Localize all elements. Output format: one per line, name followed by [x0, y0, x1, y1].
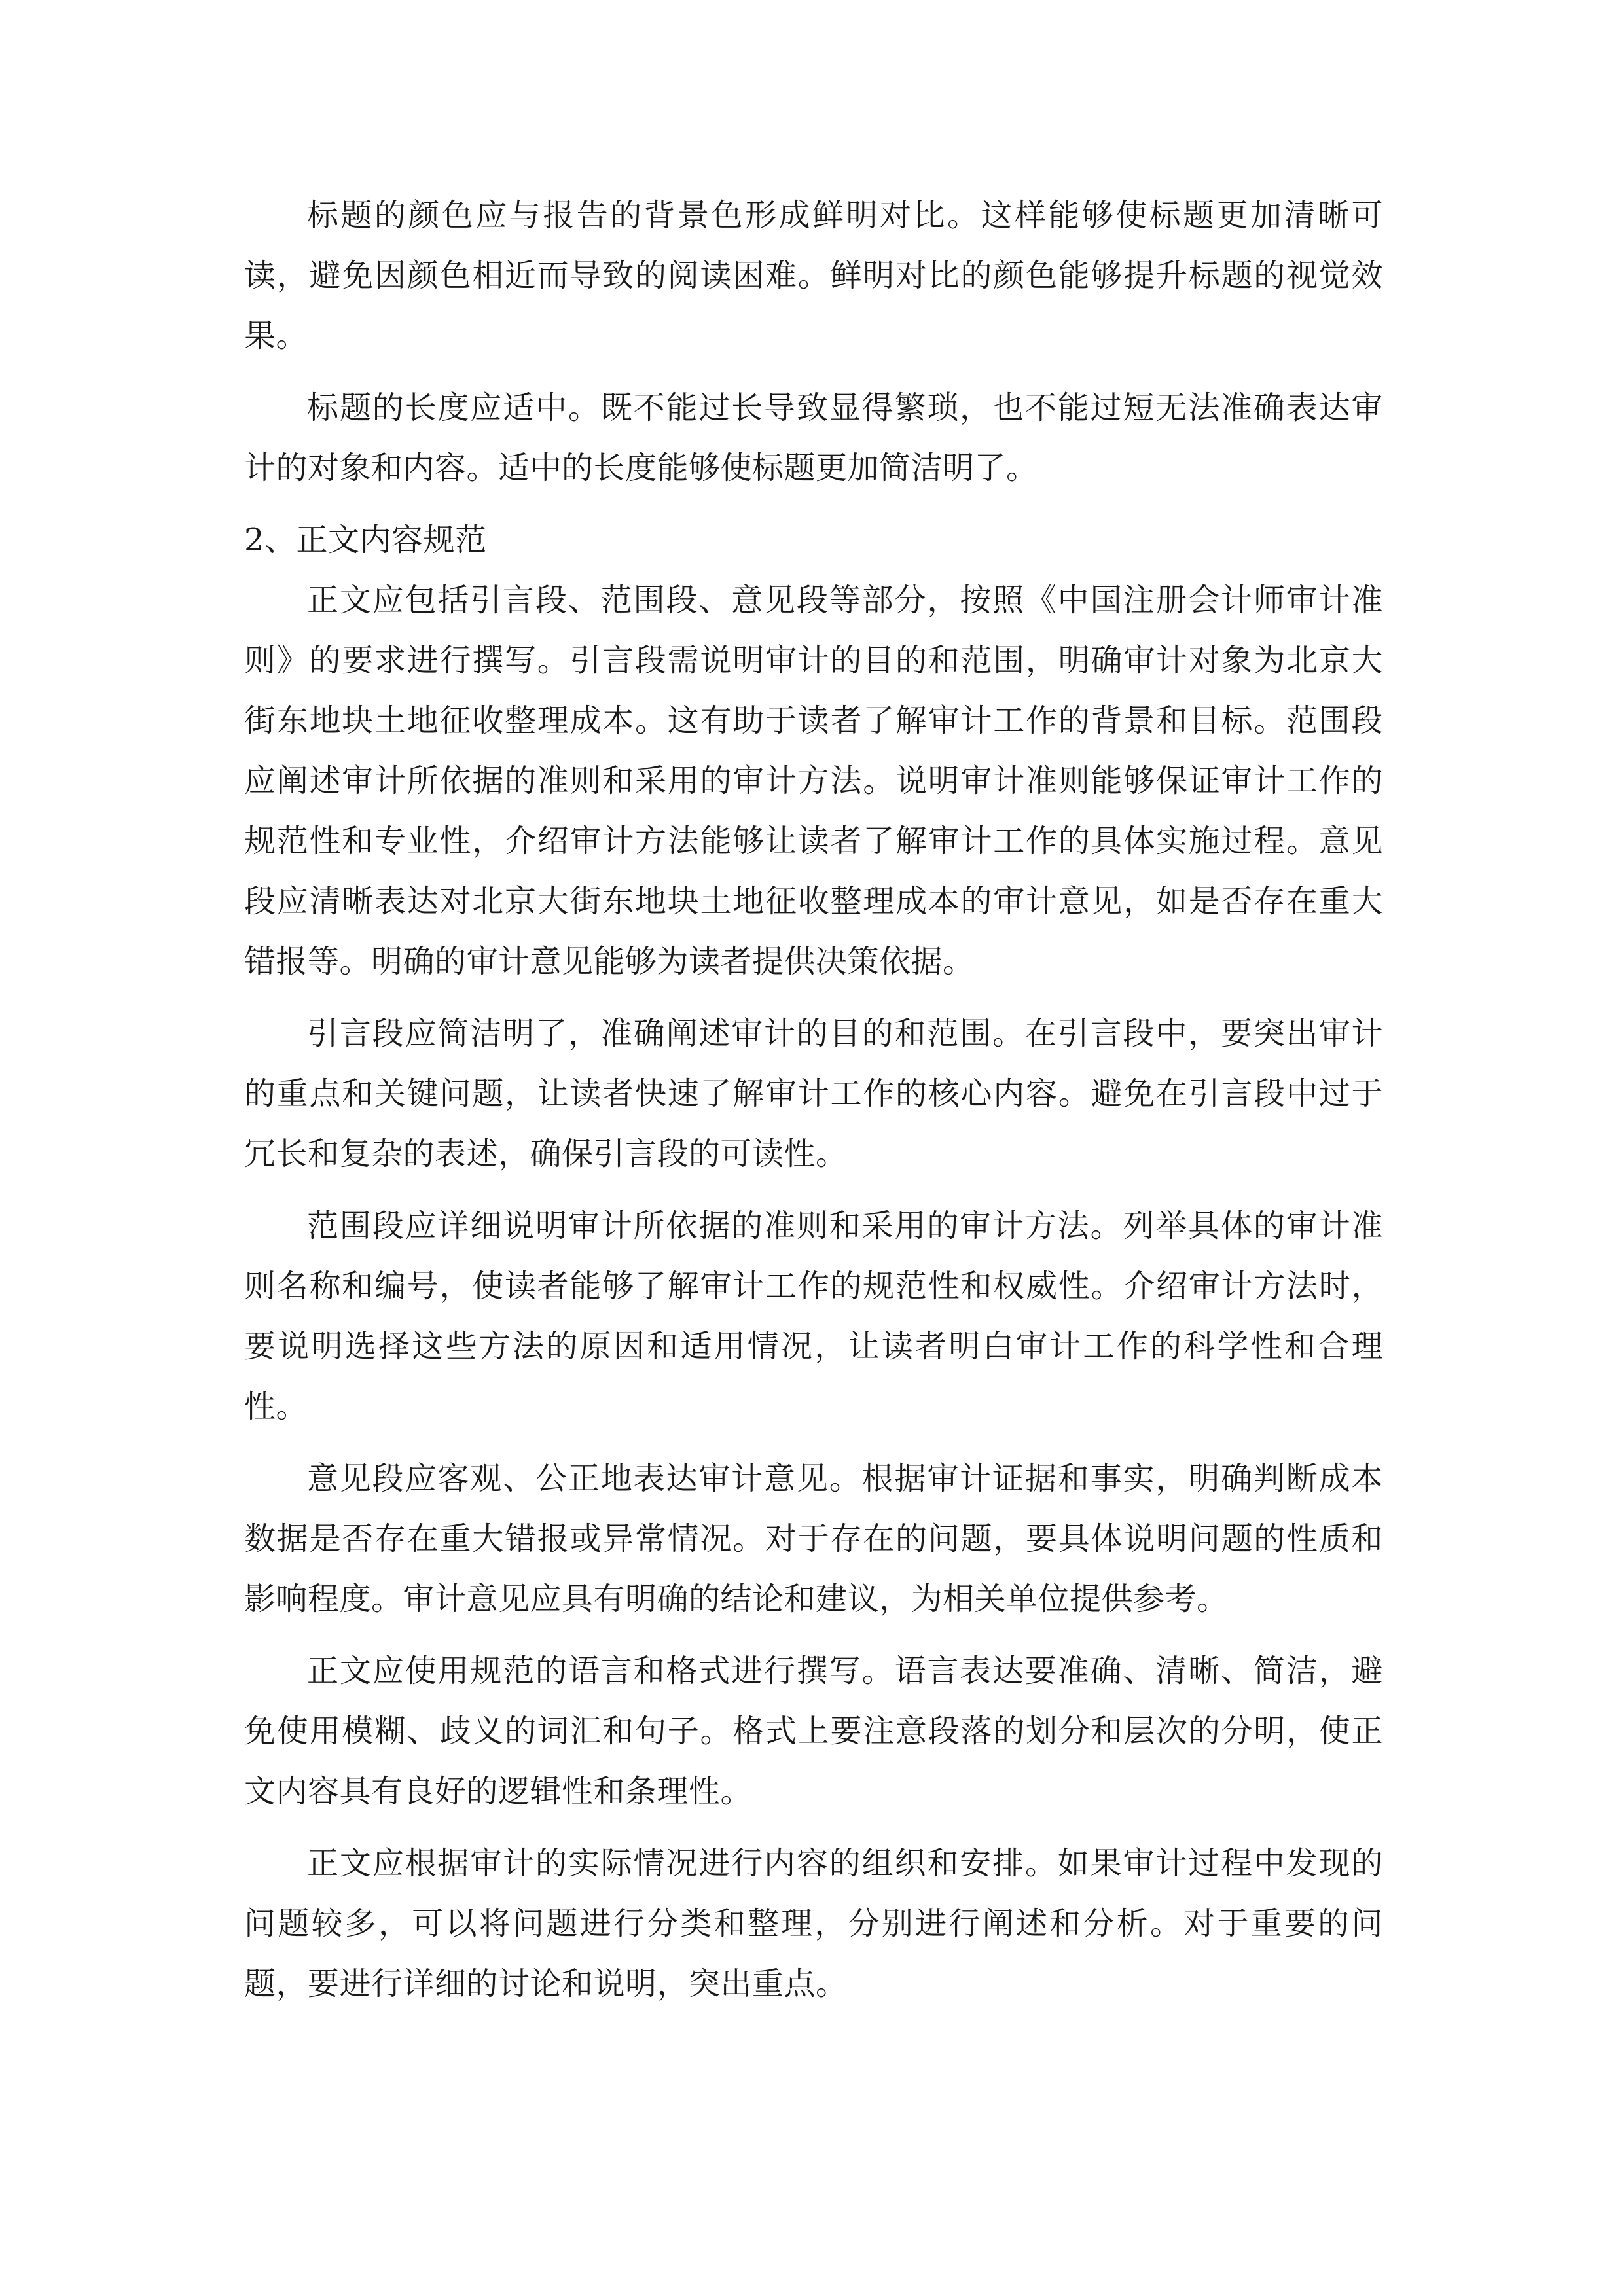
paragraph-language-format: 正文应使用规范的语言和格式进行撰写。语言表达要准确、清晰、简洁，避免使用模糊、歧义的词汇和句子。格式上要注意段落的划分和层次的分明，使正文内容具有良好的逻辑性和条理性。 — [244, 1653, 1383, 1810]
paragraph-introduction: 引言段应简洁明了，准确阐述审计的目的和范围。在引言段中，要突出审计的重点和关键问题，让读者快速了解审计工作的核心内容。避免在引言段中过于冗长和复杂的表述，确保引言段的可读性。 — [244, 1015, 1383, 1172]
paragraph-organization: 正文应根据审计的实际情况进行内容的组织和安排。如果审计过程中发现的问题较多，可以将问题进行分类和整理，分别进行阐述和分析。对于重要的问题，要进行详细的讨论和说明，突出重点。 — [244, 1845, 1383, 2002]
paragraph-title-length: 标题的长度应适中。既不能过长导致显得繁琐，也不能过短无法准确表达审计的对象和内容。适中的长度能够使标题更加简洁明了。 — [244, 389, 1383, 486]
document-body — [244, 185, 1383, 2014]
paragraph-opinion: 意见段应客观、公正地表达审计意见。根据审计证据和事实，明确判断成本数据是否存在重大错报或异常情况。对于存在的问题，要具体说明问题的性质和影响程度。审计意见应具有明确的结论和建议，为相关单位提供参考。 — [244, 1460, 1383, 1617]
paragraph-title-color: 标题的颜色应与报告的背景色形成鲜明对比。这样能够使标题更加清晰可读，避免因颜色相近而导致的阅读困难。鲜明对比的颜色能够提升标题的视觉效果。 — [244, 197, 1383, 354]
section-heading: 2、正文内容规范 — [244, 522, 487, 558]
paragraph-body-structure: 正文应包括引言段、范围段、意见段等部分，按照《中国注册会计师审计准则》的要求进行撰写。引言段需说明审计的目的和范围，明确审计对象为北京大街东地块土地征收整理成本。这有助于读者了解审计工作的背景和目标。范围段应阐述审计所依据的准则和采用的审计方法。说明审计准则能够保证审计工作的规范性和专业性，介绍审计方法能够让读者了解审计工作的具体实施过程。意见段应清晰表达对北京大街东地块土地征收整理成本的审计意见，如是否存在重大错报等。明确的审计意见能够为读者提供决策依据。 — [244, 582, 1383, 980]
paragraph-scope: 范围段应详细说明审计所依据的准则和采用的审计方法。列举具体的审计准则名称和编号，使读者能够了解审计工作的规范性和权威性。介绍审计方法时，要说明选择这些方法的原因和适用情况，让读者明白审计工作的科学性和合理性。 — [244, 1208, 1383, 1425]
